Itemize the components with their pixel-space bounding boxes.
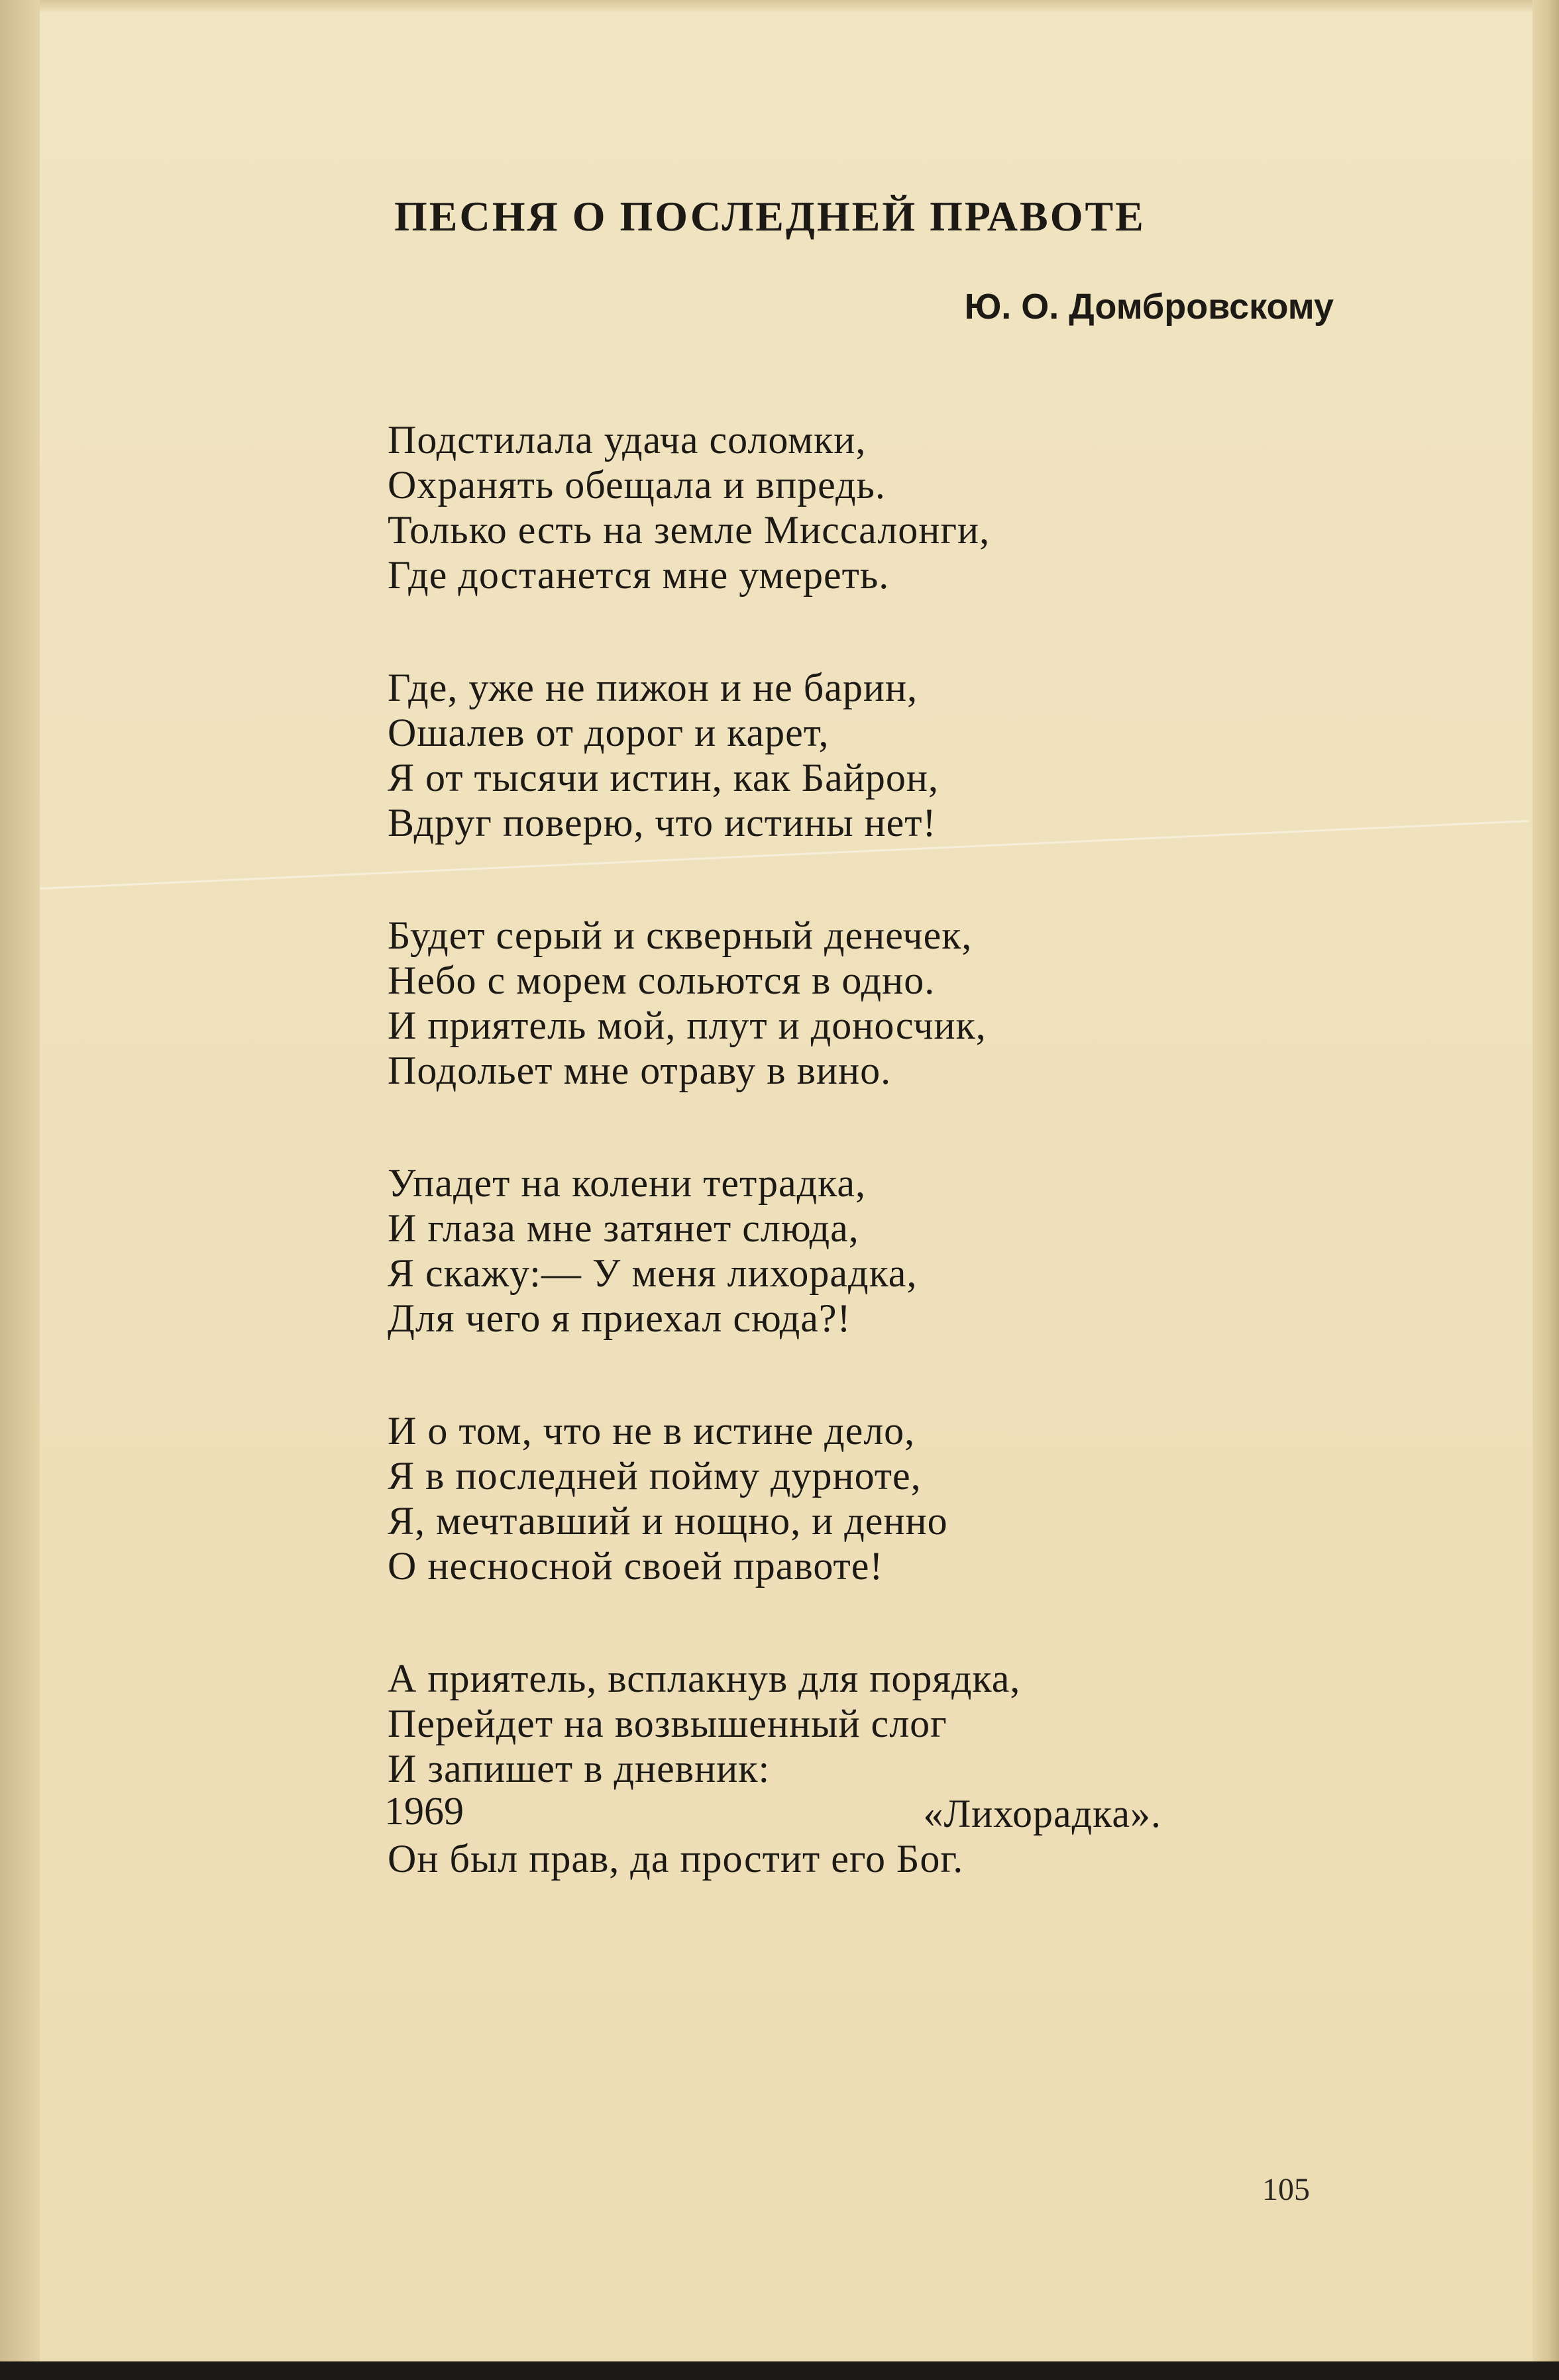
poem-line: Упадет на колени тетрадка, — [388, 1161, 867, 1205]
poem-line: Для чего я приехал сюда?! — [388, 1296, 851, 1340]
page-right-edge — [1532, 0, 1559, 2380]
poem-line: Охранять обещала и впредь. — [388, 463, 886, 507]
poem-line: И глаза мне затянет слюда, — [388, 1206, 859, 1250]
poem-line: Только есть на земле Миссалонги, — [388, 508, 991, 552]
poem-line: Подстилала удача соломки, — [388, 418, 867, 462]
poem-line: Ошалев от дорог и карет, — [388, 711, 830, 754]
poem-line: И приятель мой, плут и доносчик, — [388, 1004, 987, 1047]
poem-line: Я, мечтавший и нощно, и денно — [388, 1499, 948, 1543]
poem-line: И о том, что не в истине дело, — [388, 1409, 916, 1453]
poem-body — [388, 417, 1169, 1949]
stanza-4 — [388, 1161, 1169, 1341]
poem-line: Я в последней пойму дурноте, — [388, 1454, 922, 1498]
poem-line: Перейдет на возвышенный слог — [388, 1702, 947, 1745]
poem-line: О несносной своей правоте! — [388, 1544, 884, 1588]
poem-line: Вдруг поверю, что истины нет! — [388, 801, 937, 845]
stanza-2 — [388, 665, 1169, 845]
stanza-3 — [388, 913, 1169, 1093]
stanza-6 — [388, 1656, 1169, 1881]
poem-line: Он был прав, да простит его Бог. — [388, 1837, 964, 1881]
poem-line: Небо с морем сольются в одно. — [388, 958, 936, 1002]
book-spine-shadow — [0, 0, 40, 2380]
poem-line: Где достанется мне умереть. — [388, 553, 890, 597]
poem-year: 1969 — [384, 1789, 464, 1833]
poem-line: Подольет мне отраву в вино. — [388, 1049, 892, 1092]
poem-line: И запишет в дневник: — [388, 1747, 771, 1790]
poem-line-indented: «Лихорадка». — [923, 1792, 1161, 1836]
stanza-1 — [388, 417, 1169, 597]
poem-line: Будет серый и скверный денечек, — [388, 913, 973, 957]
poem-line: Где, уже не пижон и не барин, — [388, 666, 918, 709]
page-top-edge — [0, 0, 1559, 12]
poem-dedication: Ю. О. Домбровскому — [964, 287, 1334, 327]
page-bottom-edge — [0, 2361, 1559, 2380]
poem-line: Я от тысячи истин, как Байрон, — [388, 756, 940, 800]
poem-line: А приятель, всплакнув для порядка, — [388, 1657, 1021, 1700]
page-number: 105 — [1262, 2172, 1310, 2207]
stanza-5 — [388, 1408, 1169, 1588]
poem-line: Я скажу:— У меня лихорадка, — [388, 1251, 918, 1295]
poem-title: ПЕСНЯ О ПОСЛЕДНЕЙ ПРАВОТЕ — [394, 193, 1146, 240]
